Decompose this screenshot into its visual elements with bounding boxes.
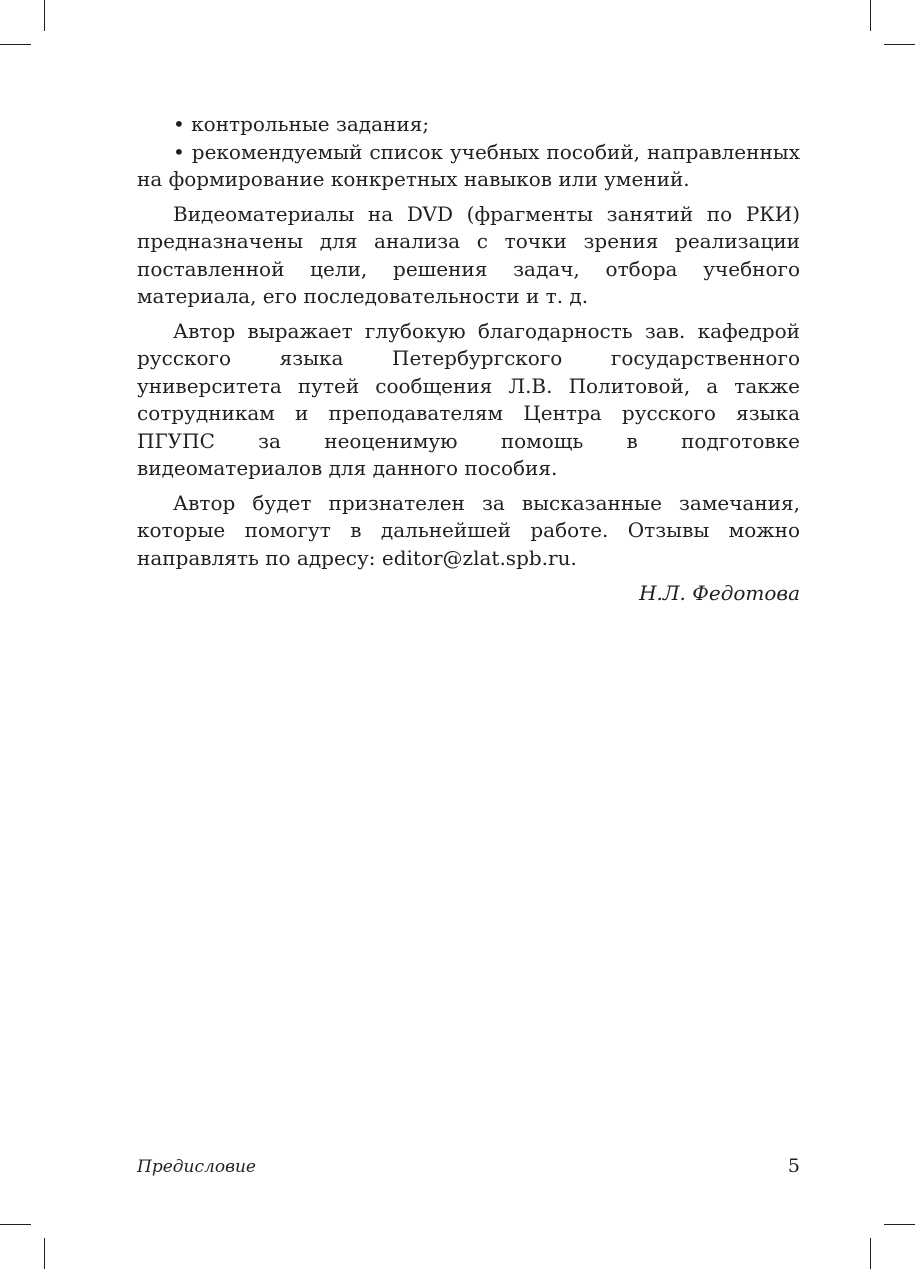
author-signature: Н.Л. Федотова xyxy=(639,581,800,605)
crop-mark xyxy=(0,44,31,45)
paragraph: Автор будет признателен за высказанные замечания, которые помогут в дальнейшей работе. Отзывы можно направлять по адресу: editor@zlat.spb.ru. xyxy=(137,490,800,570)
crop-mark xyxy=(44,0,45,31)
page-body xyxy=(137,111,800,608)
crop-mark xyxy=(0,1224,31,1225)
crop-mark xyxy=(44,1238,45,1269)
crop-mark xyxy=(884,1224,915,1225)
crop-mark xyxy=(870,0,871,31)
paragraph: Видеоматериалы на DVD (фрагменты занятий по РКИ) предназначены для анализа с точки зрения реализации поставленной цели, решения задач, отбора учебного материала, его последовательности и т. д. xyxy=(137,201,800,308)
bullet-item: • контрольные задания; xyxy=(173,112,430,136)
paragraph: Автор выражает глубокую благодарность зав. кафедрой русского языка Петербургского государственного университета путей сообщения Л.В. Политовой, а также сотрудникам и преподавателям Центра русского языка ПГУПС за неоценимую помощь в подготовке видеоматериалов для данного пособия. xyxy=(137,318,800,480)
page-number: 5 xyxy=(787,1155,800,1177)
running-footer-title: Предисловие xyxy=(137,1157,256,1177)
crop-mark xyxy=(884,44,915,45)
bullet-item: • рекомендуемый список учебных пособий, направленных на формирование конкретных навыков или умений. xyxy=(137,139,800,191)
crop-mark xyxy=(870,1238,871,1269)
